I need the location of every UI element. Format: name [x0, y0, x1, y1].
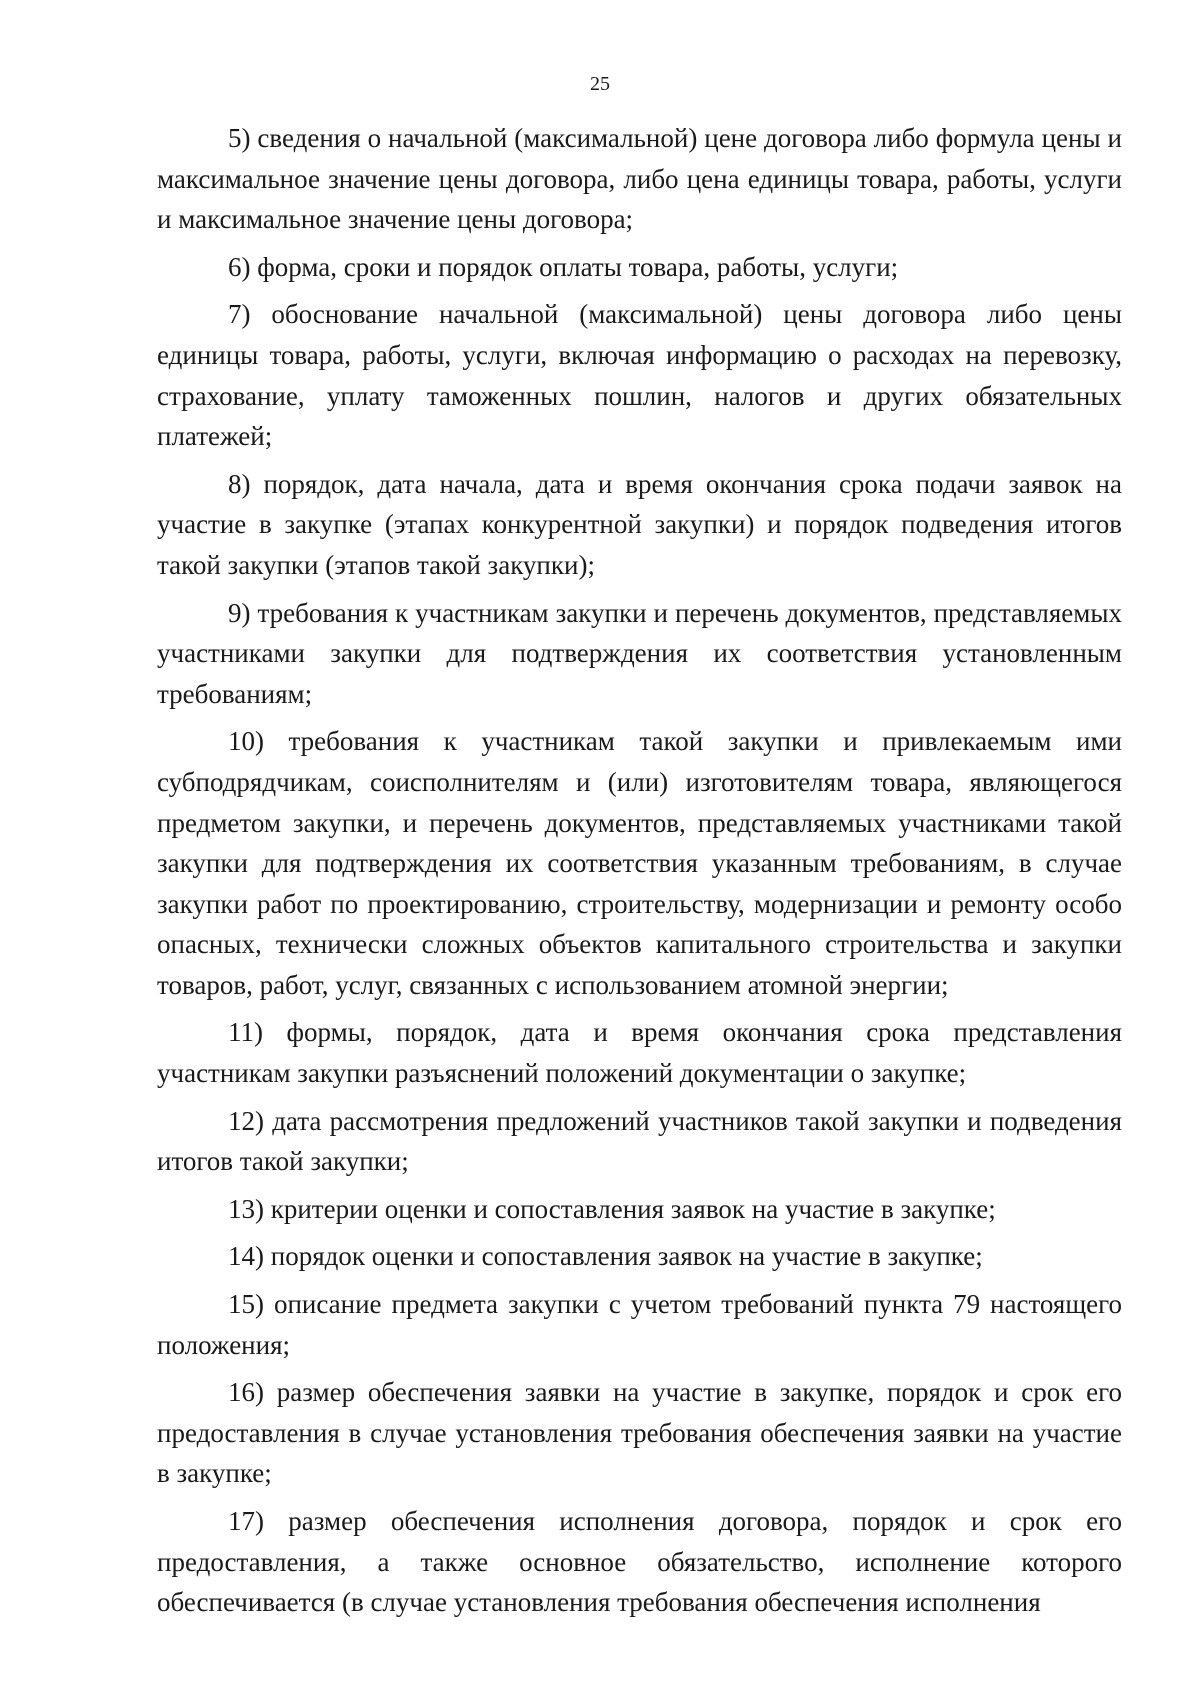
list-item: 12) дата рассмотрения предложений участников такой закупки и подведения итогов такой закупки; — [157, 1105, 1122, 1177]
list-item: 17) размер обеспечения исполнения договора, порядок и срок его предоставления, а также основное обязательство, исполнение которого обеспечивается (в случае установления требования обеспечения исполнения — [157, 1506, 1122, 1618]
list-item: 11) формы, порядок, дата и время окончания срока представления участникам закупки разъяснений положений документации о закупке; — [157, 1017, 1122, 1089]
list-item: 15) описание предмета закупки с учетом требований пункта 79 настоящего положения; — [157, 1289, 1122, 1360]
list-item: 8) порядок, дата начала, дата и время окончания срока подачи заявок на участие в закупке (этапах конкурентной закупки) и порядок подведения итогов такой закупки (этапов такой закупки); — [157, 468, 1122, 580]
list-item: 9) требования к участникам закупки и перечень документов, представляемых участниками закупки для подтверждения их соответствия установленным требованиям; — [157, 597, 1122, 709]
list-item: 5) сведения о начальной (максимальной) цене договора либо формула цены и максимальное значение цены договора, либо цена единицы товара, работы, услуги и максимальное значение цены договора; — [157, 123, 1122, 235]
list-item: 6) форма, сроки и порядок оплаты товара, работы, услуги; — [228, 251, 899, 282]
document-body — [157, 118, 1122, 1623]
list-item: 7) обоснование начальной (максимальной) цены договора либо цены единицы товара, работы, услуги, включая информацию о расходах на перевозку, страхование, уплату таможенных пошлин, налогов и других обязательных платежей; — [157, 299, 1122, 452]
list-item: 14) порядок оценки и сопоставления заявок на участие в закупке; — [228, 1241, 983, 1272]
list-item: 16) размер обеспечения заявки на участие в закупке, порядок и срок его предоставления в случае установления требования обеспечения заявки на участие в закупке; — [157, 1377, 1122, 1489]
list-item: 13) критерии оценки и сопоставления заявок на участие в закупке; — [228, 1193, 996, 1224]
list-item: 10) требования к участникам такой закупки и привлекаемым ими субподрядчикам, соисполнителям и (или) изготовителям товара, являющегося предметом закупки, и перечень документов, представляемых участниками такой закупки для подтверждения их соответствия указанным требованиям, в случае закупки работ по проектированию, строительству, модернизации и ремонту особо опасных, технически сложных объектов капитального строительства и закупки товаров, работ, услуг, связанных с использованием атомной энергии; — [157, 726, 1122, 1000]
page-number: 25 — [590, 73, 610, 95]
